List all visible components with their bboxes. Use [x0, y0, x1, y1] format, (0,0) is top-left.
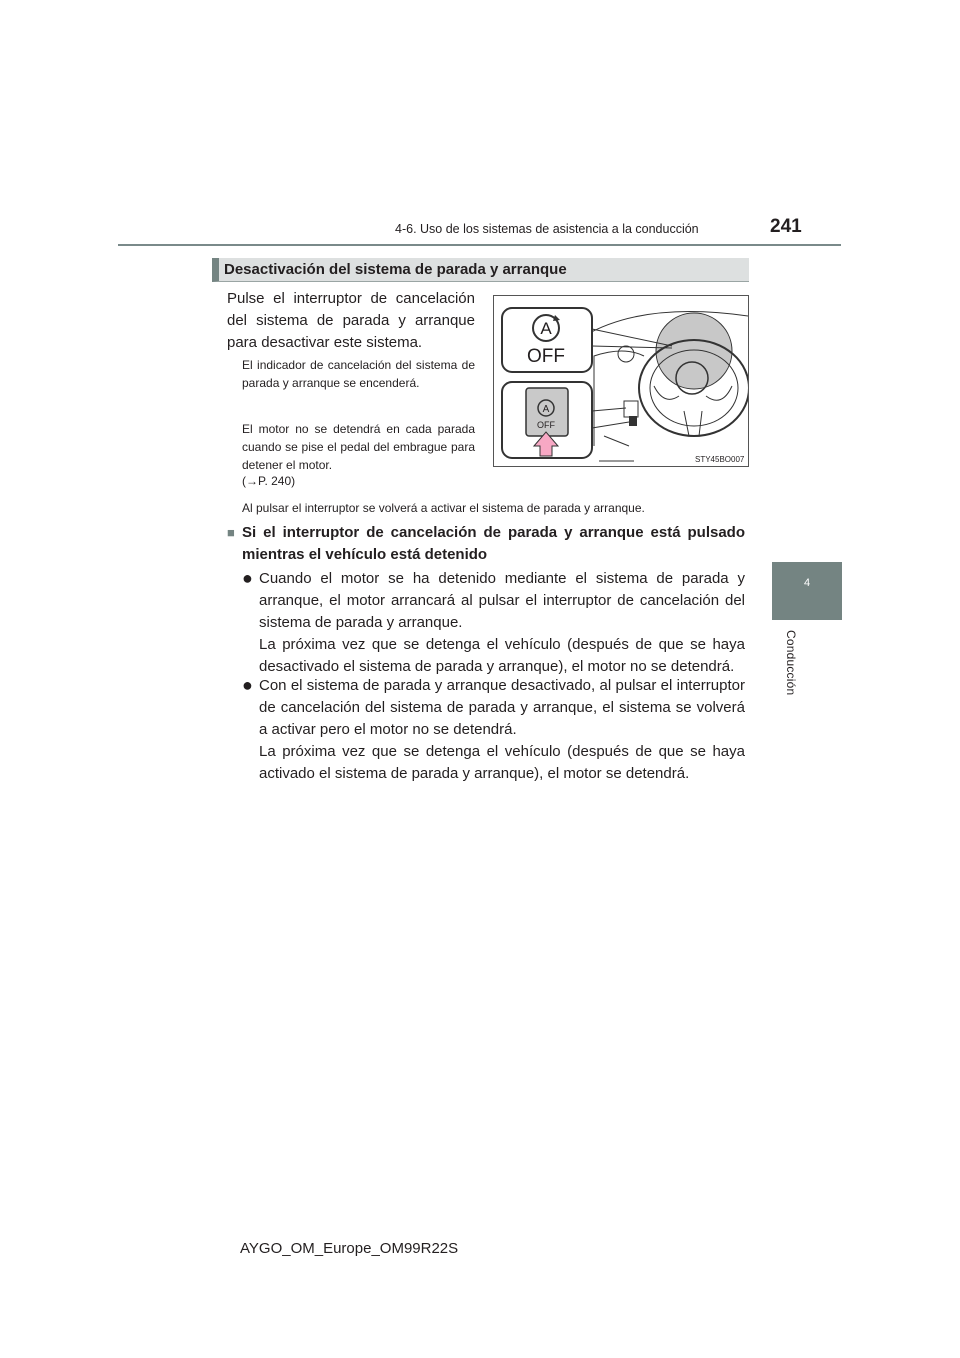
chapter-tab — [772, 562, 842, 620]
gauge-cluster — [656, 313, 732, 389]
note-indicator: El indicador de cancelación del sistema de parada y arranque se encenderá. — [242, 358, 475, 390]
dashboard-illustration — [493, 295, 749, 467]
dashboard-illustration-svg — [494, 296, 748, 466]
section-title: Desactivación del sistema de parada y arranque — [224, 261, 567, 278]
running-header: 4-6. Uso de los sistemas de asistencia a la conducción — [395, 222, 699, 236]
page-reference — [242, 474, 295, 488]
bullet-item — [259, 675, 745, 785]
indicator-letter: A — [540, 319, 552, 338]
bullet-paragraph: Con el sistema de parada y arranque desactivado, al pulsar el interruptor de cancelación del sistema de parada y arranque, el sistema se volverá a activar pero el motor no se detendrá. — [259, 677, 745, 738]
header-rule — [118, 244, 841, 246]
bullet-paragraph: La próxima vez que se detenga el vehículo (después de que se haya desactivado el sistema de parada y arranque), el motor no se detendrá. — [259, 636, 745, 675]
bullet-dot-icon: ● — [242, 675, 253, 695]
footer-document-code: AYGO_OM_Europe_OM99R22S — [240, 1240, 459, 1257]
square-bullet-icon: ■ — [227, 525, 235, 540]
reference-arrow-icon: → — [246, 474, 258, 488]
note-engine: El motor no se detendrá en cada parada cuando se pise el pedal del embrague para detener el motor. — [242, 422, 475, 472]
page-number: 241 — [770, 216, 802, 237]
chapter-label: Conducción — [784, 630, 798, 696]
indicator-off-label: OFF — [527, 346, 565, 367]
reference-page: P. 240) — [258, 474, 296, 488]
switch-letter: A — [542, 404, 550, 415]
reactivate-note: Al pulsar el interruptor se volverá a activar el sistema de parada y arranque. — [242, 501, 645, 515]
intro-paragraph: Pulse el interruptor de cancelación del sistema de parada y arranque para desactivar este sistema. — [227, 290, 475, 351]
reference-open-paren: ( — [242, 474, 246, 488]
switch-off-label: OFF — [537, 420, 555, 430]
bullet-dot-icon: ● — [242, 568, 253, 588]
chapter-number: 4 — [803, 577, 811, 589]
figure-code: STY45BO007 — [695, 455, 745, 464]
subsection-heading: Si el interruptor de cancelación de parada y arranque está pulsado mientras el vehículo está detenido — [242, 524, 745, 563]
bullet-item — [259, 568, 745, 678]
bullet-paragraph: Cuando el motor se ha detenido mediante el sistema de parada y arranque, el motor arrancará al pulsar el interruptor de cancelación del sistema de parada y arranque. — [259, 570, 745, 631]
bullet-paragraph: La próxima vez que se detenga el vehículo (después de que se haya activado el sistema de parada y arranque), el motor se detendrá. — [259, 743, 745, 782]
